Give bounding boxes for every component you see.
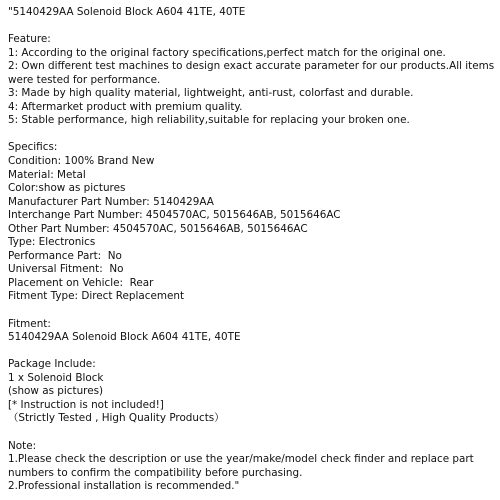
note-item: 1.Please check the description or use the year/make/model check finder and replace part numbers to confirm the compatibility before purchasing. xyxy=(8,453,474,479)
spec-fitment-type: Fitment Type: Direct Replacement xyxy=(8,290,185,303)
package-item: [* Instruction is not included!] xyxy=(8,398,164,411)
spec-universal-fitment: Universal Fitment: No xyxy=(8,263,124,276)
package-heading: Package Include: xyxy=(8,358,96,371)
feature-item: 4: Aftermarket product with premium quality. xyxy=(8,100,243,113)
package-item: 1 x Solenoid Block xyxy=(8,371,104,384)
spacer xyxy=(8,128,500,142)
spacer xyxy=(8,426,500,440)
spacer xyxy=(8,345,500,359)
spec-performance-part: Performance Part: No xyxy=(8,249,122,262)
package-item: (show as pictures) xyxy=(8,385,104,398)
feature-item: 5: Stable performance, high reliability,suitable for replacing your broken one. xyxy=(8,114,410,127)
spec-other-part-number: Other Part Number: 4504570AC, 5015646AB, 5015646AC xyxy=(8,222,308,235)
spec-manufacturer-part-number: Manufacturer Part Number: 5140429AA xyxy=(8,195,214,208)
note-heading: Note: xyxy=(8,439,37,452)
feature-item: 2: Own different test machines to design exact accurate parameter for our products.All items were tested for performance. xyxy=(8,60,495,86)
spacer xyxy=(8,304,500,318)
spacer xyxy=(8,20,500,34)
spec-interchange-part-number: Interchange Part Number: 4504570AC, 5015646AB, 5015646AC xyxy=(8,209,341,222)
fitment-text: 5140429AA Solenoid Block A604 41TE, 40TE xyxy=(8,331,241,344)
feature-heading: Feature: xyxy=(8,33,51,46)
spec-color: Color:show as pictures xyxy=(8,182,126,195)
spec-type: Type: Electronics xyxy=(8,236,96,249)
feature-item: 1: According to the original factory specifications,perfect match for the original one. xyxy=(8,46,446,59)
spec-condition: Condition: 100% Brand New xyxy=(8,155,155,168)
specifics-heading: Specifics: xyxy=(8,141,58,154)
spec-material: Material: Metal xyxy=(8,168,86,181)
product-title: "5140429AA Solenoid Block A604 41TE, 40TE xyxy=(8,6,246,18)
feature-item: 3: Made by high quality material, lightweight, anti-rust, colorfast and durable. xyxy=(8,87,414,100)
note-item: 2.Professional installation is recommended." xyxy=(8,480,240,493)
package-item: （Strictly Tested , High Quality Products） xyxy=(8,412,225,425)
spec-placement-on-vehicle: Placement on Vehicle: Rear xyxy=(8,276,154,289)
fitment-heading: Fitment: xyxy=(8,317,51,330)
